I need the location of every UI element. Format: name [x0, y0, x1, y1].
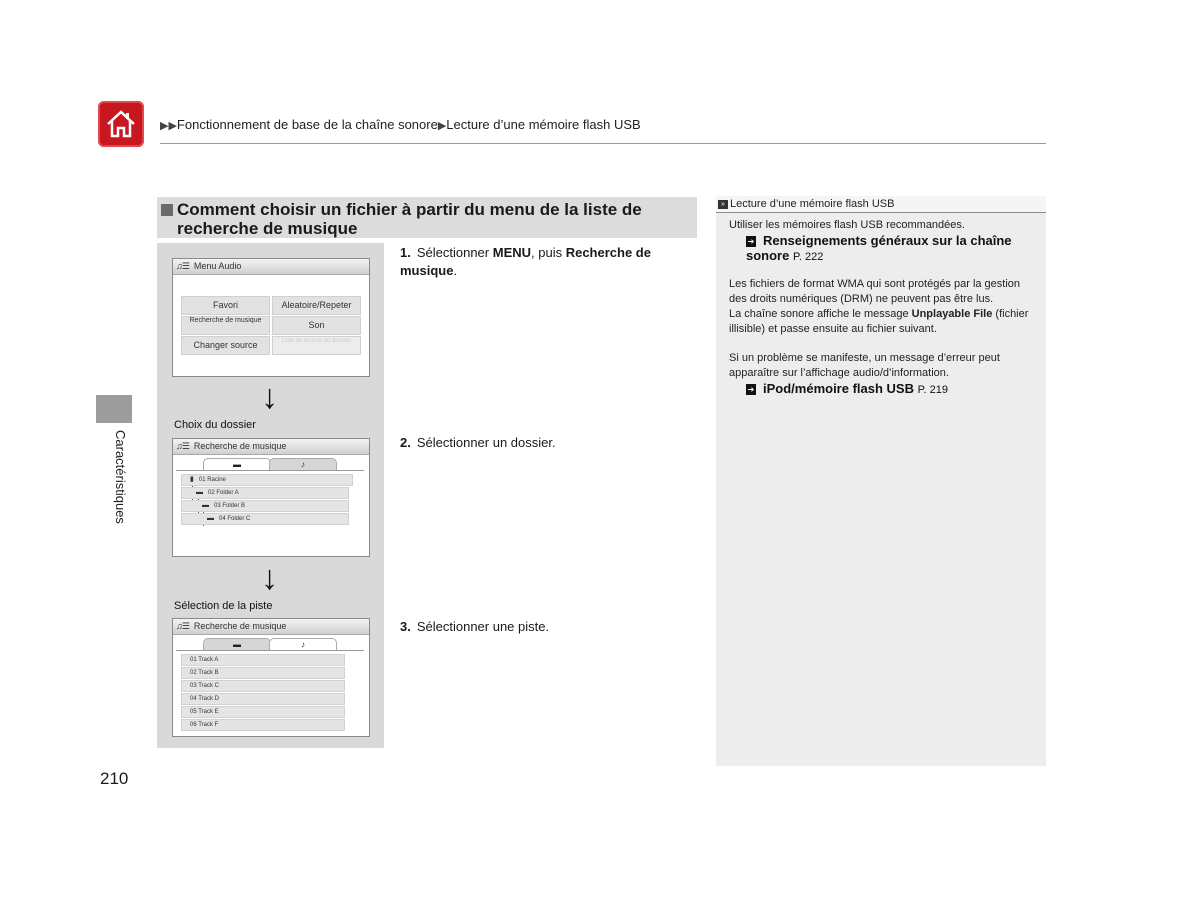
note-header	[716, 196, 1046, 213]
track-row[interactable]: 03 Track C	[181, 680, 345, 692]
down-arrow-icon: ↓	[261, 378, 278, 416]
music-search-button[interactable]: Recherche de musique	[181, 316, 270, 335]
breadcrumb-arrow-icon: ▶	[437, 120, 447, 132]
note-paragraph: Les fichiers de format WMA qui sont protégés par la gestion des droits numériques (DRM) ne peuvent pas être lus.	[729, 278, 1021, 305]
music-note-icon: ♪	[301, 640, 305, 649]
breadcrumb-arrow-icon: ▶▶	[160, 120, 177, 132]
step-1: 1. Sélectionner MENU, puis Recherche de musique.	[400, 245, 651, 278]
track-row[interactable]: 02 Track B	[181, 667, 345, 679]
note-panel	[716, 196, 1046, 766]
folder-icon: ▬	[207, 515, 214, 522]
track-screen	[172, 618, 370, 737]
track-row[interactable]: 05 Track E	[181, 706, 345, 718]
random-repeat-button[interactable]: Aleatoire/Repeter	[272, 296, 361, 315]
folder-playlist-button: Liste de lecture du dossier	[272, 336, 361, 355]
screen-title-bar	[173, 439, 369, 455]
change-source-button[interactable]: Changer source	[181, 336, 270, 355]
caption-track: Sélection de la piste	[174, 600, 273, 612]
track-row[interactable]: 01 Track A	[181, 654, 345, 666]
music-list-icon: ♫☰	[176, 261, 189, 271]
folder-screen	[172, 438, 370, 557]
chapter-label: Caractéristiques	[113, 430, 128, 524]
xref-arrow-icon: ➔	[747, 385, 755, 395]
xref-arrow-icon: ➔	[747, 237, 755, 247]
folder-row[interactable]: ▬ 03 Folder B	[181, 500, 349, 512]
section-title: Comment choisir un fichier à partir du menu de la liste de recherche de musique	[177, 200, 642, 238]
screen-title-bar	[173, 619, 369, 635]
track-row[interactable]: 06 Track F	[181, 719, 345, 731]
down-arrow-icon: ↓	[261, 559, 278, 597]
folder-icon: ▬	[233, 460, 241, 469]
view-tabs	[203, 638, 339, 650]
home-button[interactable]	[98, 101, 144, 147]
step-2: 2. Sélectionner un dossier.	[400, 435, 556, 450]
screen-title: Recherche de musique	[193, 621, 287, 631]
header-divider	[160, 143, 1046, 144]
caption-folder: Choix du dossier	[174, 419, 256, 431]
music-list-icon: ♫☰	[176, 621, 189, 631]
xref-link-audio[interactable]: ➔ Renseignements généraux sur la chaîne sonore P. 222	[746, 233, 1012, 263]
page-number: 210	[100, 769, 129, 788]
chapter-tab[interactable]	[96, 395, 132, 423]
folder-row[interactable]: ▬ 04 Folder C	[181, 513, 349, 525]
section-heading	[157, 197, 697, 238]
tab-divider	[176, 650, 364, 651]
screens-panel	[157, 243, 384, 748]
screen-title: Recherche de musique	[193, 441, 287, 451]
breadcrumb-link[interactable]: Fonctionnement de base de la chaîne sonore	[176, 117, 438, 132]
folder-icon: ▬	[233, 640, 241, 649]
folder-row[interactable]: ▬ 02 Folder A	[181, 487, 349, 499]
note-paragraph: Utiliser les mémoires flash USB recommandées.	[729, 219, 965, 231]
music-note-icon: ♪	[301, 460, 305, 469]
view-tabs	[203, 458, 339, 470]
sound-button[interactable]: Son	[272, 316, 361, 335]
breadcrumb-current[interactable]: Lecture d’une mémoire flash USB	[446, 117, 641, 132]
heading-square-icon	[161, 204, 173, 216]
screen-title: Menu Audio	[193, 261, 242, 271]
folder-icon: ▮	[190, 476, 194, 483]
step-3: 3. Sélectionner une piste.	[400, 619, 550, 634]
menu-audio-screen	[172, 258, 370, 377]
track-row[interactable]: 04 Track D	[181, 693, 345, 705]
note-ref-icon: »	[718, 200, 728, 209]
note-paragraph: La chaîne sonore affiche le message Unplayable File (fichier illisible) et passe ensuite au fichier suivant.	[729, 308, 1029, 335]
tab-divider	[176, 470, 364, 471]
home-icon	[105, 108, 137, 140]
xref-link-ipod[interactable]: ➔ iPod/mémoire flash USB P. 219	[747, 381, 948, 396]
folder-row[interactable]: ▮ 01 Racine	[181, 474, 353, 486]
folder-icon: ▬	[202, 502, 209, 509]
folder-icon: ▬	[196, 489, 203, 496]
favori-button[interactable]: Favori	[181, 296, 270, 315]
music-list-icon: ♫☰	[176, 441, 189, 451]
screen-title-bar	[173, 259, 369, 275]
breadcrumb	[160, 117, 641, 132]
note-title: Lecture d’une mémoire flash USB	[730, 198, 895, 210]
note-paragraph: Si un problème se manifeste, un message d’erreur peut apparaître sur l’affichage audio/d’information.	[729, 352, 1000, 379]
